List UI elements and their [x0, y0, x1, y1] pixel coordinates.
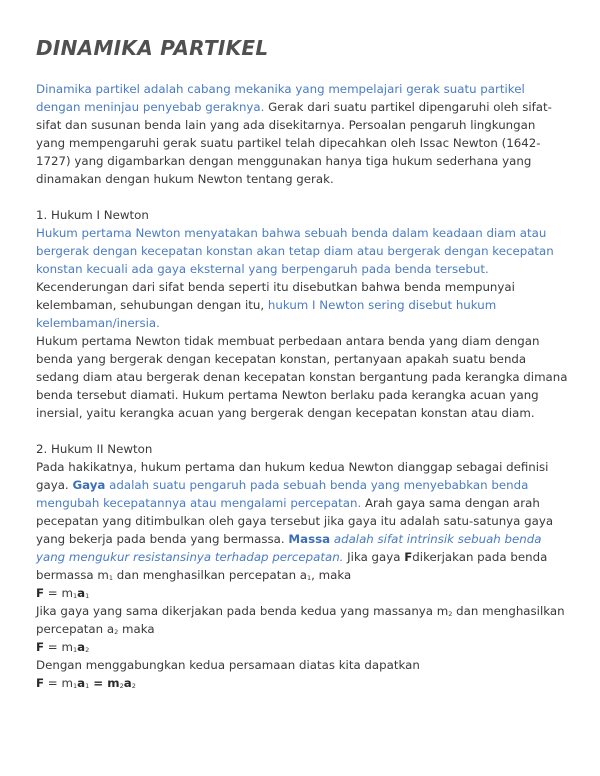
- law1-inertia-paragraph: [36, 278, 568, 332]
- law2-text-1: Pada hakikatnya, hukum pertama dan hukum kedua Newton dianggap sebagai definisi gaya.: [36, 460, 549, 492]
- law1-heading: 1. Hukum I Newton: [36, 208, 149, 222]
- law1-inertia-text: Kecenderungan dari sifat benda seperti itu disebutkan bahwa benda mempunyai kelembaman, sehubungan dengan itu,: [36, 280, 515, 312]
- law1-frame-paragraph: Hukum pertama Newton tidak membuat perbedaan antara benda yang diam dengan benda yang bergerak dengan kecepatan konstan, pertanyaan apakah suatu benda sedang diam atau bergerak denan kecepatan konstan bergantung pada kerangka dimana benda tersebut diamati. Hukum pertama Newton berlaku pada kerangka acuan yang inersial, yaitu kerangka acuan yang bergerak dengan kecepatan konstan atau diam.: [36, 334, 568, 420]
- subscript-1: 1: [307, 574, 312, 582]
- eq3-m2-subscript: 2: [119, 682, 124, 690]
- eq2-accel: a: [77, 640, 86, 654]
- eq3-force: F: [36, 676, 45, 690]
- eq1-a-subscript: 1: [85, 592, 90, 600]
- gaya-definition: adalah suatu pengaruh pada sebuah benda yang menyebabkan benda mengubah kecepatannya atau mengalami percepatan.: [36, 478, 529, 510]
- eq2-force: F: [36, 640, 45, 654]
- law2-paragraph: [36, 458, 568, 584]
- eq2-m-subscript: 1: [72, 646, 78, 654]
- eq2-equals-m: = m: [44, 640, 73, 654]
- law2-text-3a: Jika gaya: [343, 550, 405, 564]
- intro-text: Gerak dari suatu partikel dipengaruhi oleh sifat-sifat dan susunan benda lain yang ada disekitarnya. Persoalan pengaruh lingkungan yang mempengaruhi gerak suatu partikel telah dipecahkan oleh Issac Newton (1642-1727) yang digambarkan dengan menggunakan hanya tiga hukum sederhana yang dinamakan dengan hukum Newton tentang gerak.: [36, 100, 552, 186]
- law2-text-4a: Jika gaya yang sama dikerjakan pada benda kedua yang massanya m: [36, 604, 449, 618]
- eq1-force: F: [36, 586, 45, 600]
- law1-definition: Hukum pertama Newton menyatakan bahwa sebuah benda dalam keadaan diam atau bergerak dengan kecepatan konstan akan tetap diam atau bergerak dengan kecepatan konstan kecuali ada gaya eksternal yang berpengaruh pada benda tersebut.: [36, 226, 554, 276]
- eq3-a2-subscript: 2: [131, 682, 136, 690]
- eq1-m-subscript: 1: [72, 592, 78, 600]
- eq3-a1-subscript: 1: [85, 682, 90, 690]
- massa-term: Massa: [288, 532, 331, 546]
- eq3-accel-2: a: [123, 676, 132, 690]
- law2-text-2: Arah gaya sama dengan arah pecepatan yang ditimbulkan oleh gaya tersebut jika gaya itu adalah satu-satunya gaya yang bekerja pada benda yang bermassa.: [36, 496, 554, 546]
- law2-combine-text: Dengan menggabungkan kedua persamaan diatas kita dapatkan: [36, 658, 420, 672]
- eq3-m1-subscript: 1: [72, 682, 78, 690]
- eq1-accel: a: [77, 586, 86, 600]
- law2-text-3c: dan menghasilkan percepatan a: [113, 568, 308, 582]
- law2-text-4c: maka: [118, 622, 155, 636]
- eq1-equals-m: = m: [44, 586, 73, 600]
- equation-3: [36, 674, 568, 692]
- eq3-accel-1: a: [77, 676, 86, 690]
- law2-text-3b: dikerjakan pada benda bermassa m: [36, 550, 548, 582]
- massa-definition: adalah sifat intrinsik sebuah benda yang mengukur resistansinya terhadap percepatan.: [36, 532, 542, 564]
- eq3-equals-m1: = m: [44, 676, 73, 690]
- equation-1: [36, 584, 568, 602]
- page-title: DINAMIKA PARTIKEL: [36, 36, 269, 60]
- law2-second-body: [36, 602, 568, 638]
- subscript-1: 1: [108, 574, 114, 582]
- intro-definition: Dinamika partikel adalah cabang mekanika yang mempelajari gerak suatu partikel dengan meninjau penyebab geraknya.: [36, 82, 525, 114]
- law2-text-3d: , maka: [311, 568, 352, 582]
- law2-heading: 2. Hukum II Newton: [36, 442, 153, 456]
- subscript-2: 2: [114, 628, 119, 636]
- gaya-term: Gaya: [72, 478, 106, 492]
- intro-paragraph: [36, 80, 568, 188]
- eq2-a-subscript: 2: [85, 646, 90, 654]
- force-symbol: F: [404, 550, 413, 564]
- equation-2: [36, 638, 568, 656]
- document-body: [36, 80, 568, 692]
- eq3-equals-m2: = m: [89, 676, 120, 690]
- law1-inertia-highlight: hukum I Newton sering disebut hukum kelembaman/inersia.: [36, 298, 497, 330]
- subscript-2: 2: [448, 610, 453, 618]
- law2-text-4b: dan menghasilkan percepatan a: [36, 604, 565, 636]
